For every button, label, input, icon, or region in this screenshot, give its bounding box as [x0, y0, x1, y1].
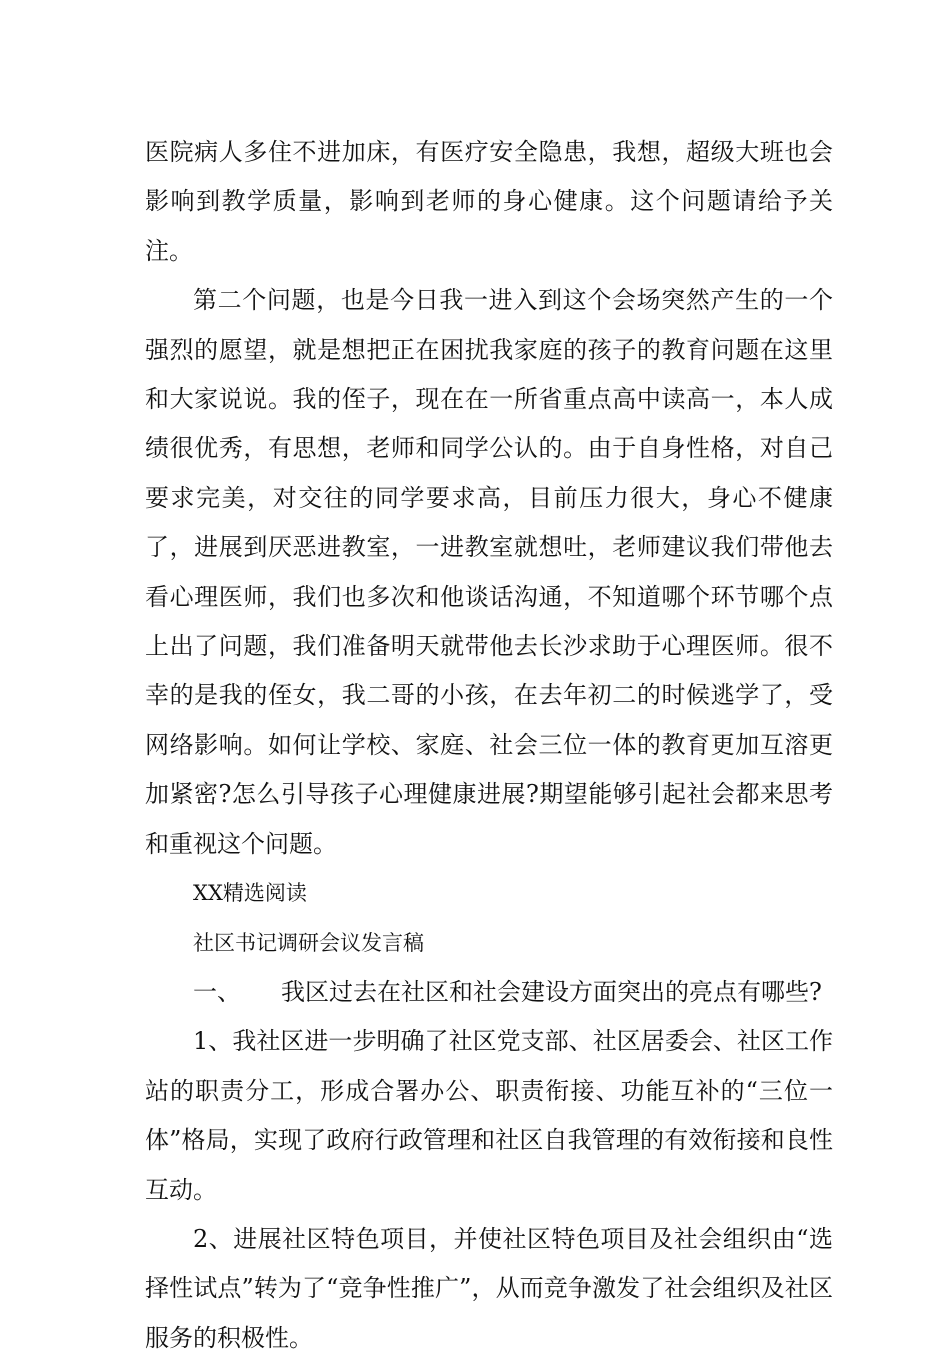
heading-item-one	[145, 968, 833, 1017]
paragraph-continuation: 医院病人多住不进加床，有医疗安全隐患，我想，超级大班也会影响到教学质量，影响到老师的身心健康。这个问题请给予关注。	[145, 138, 833, 265]
section-label: XX精选阅读	[193, 881, 307, 906]
paragraph-point-2: 2、进展社区特色项目，并使社区特色项目及社会组织由“选择性试点”转为了“竞争性推广”，从而竞争激发了社会组织及社区服务的积极性。	[145, 1224, 833, 1352]
heading-text: 我区过去在社区和社会建设方面突出的亮点有哪些?	[281, 977, 822, 1006]
paragraph-second-issue: 第二个问题，也是今日我一进入到这个会场突然产生的一个强烈的愿望，就是想把正在困扰我家庭的孩子的教育问题在这里和大家说说。我的侄子，现在在一所省重点高中读高一，本人成绩很优秀，有思想，老师和同学公认的。由于自身性格，对自己要求完美，对交往的同学要求高，目前压力很大，身心不健康了，进展到厌恶进教室，一进教室就想吐，老师建议我们带他去看心理医师，我们也多次和他谈话沟通，不知道哪个环节哪个点上出了问题，我们准备明天就带他去长沙求助于心理医师。很不幸的是我的侄女，我二哥的小孩，在去年初二的时候逃学了，受网络影响。如何让学校、家庭、社会三位一体的教育更加互溶更加紧密?怎么引导孩子心理健康进展?期望能够引起社会都来思考和重视这个问题。	[145, 286, 833, 858]
heading-number: 一、	[193, 977, 241, 1006]
document-title: 社区书记调研会议发言稿	[193, 930, 424, 955]
paragraph-point-1: 1、我社区进一步明确了社区党支部、社区居委会、社区工作站的职责分工，形成合署办公、职责衔接、功能互补的“三位一体”格局，实现了政府行政管理和社区自我管理的有效衔接和良性互动。	[145, 1027, 833, 1204]
document-body	[145, 128, 833, 1363]
